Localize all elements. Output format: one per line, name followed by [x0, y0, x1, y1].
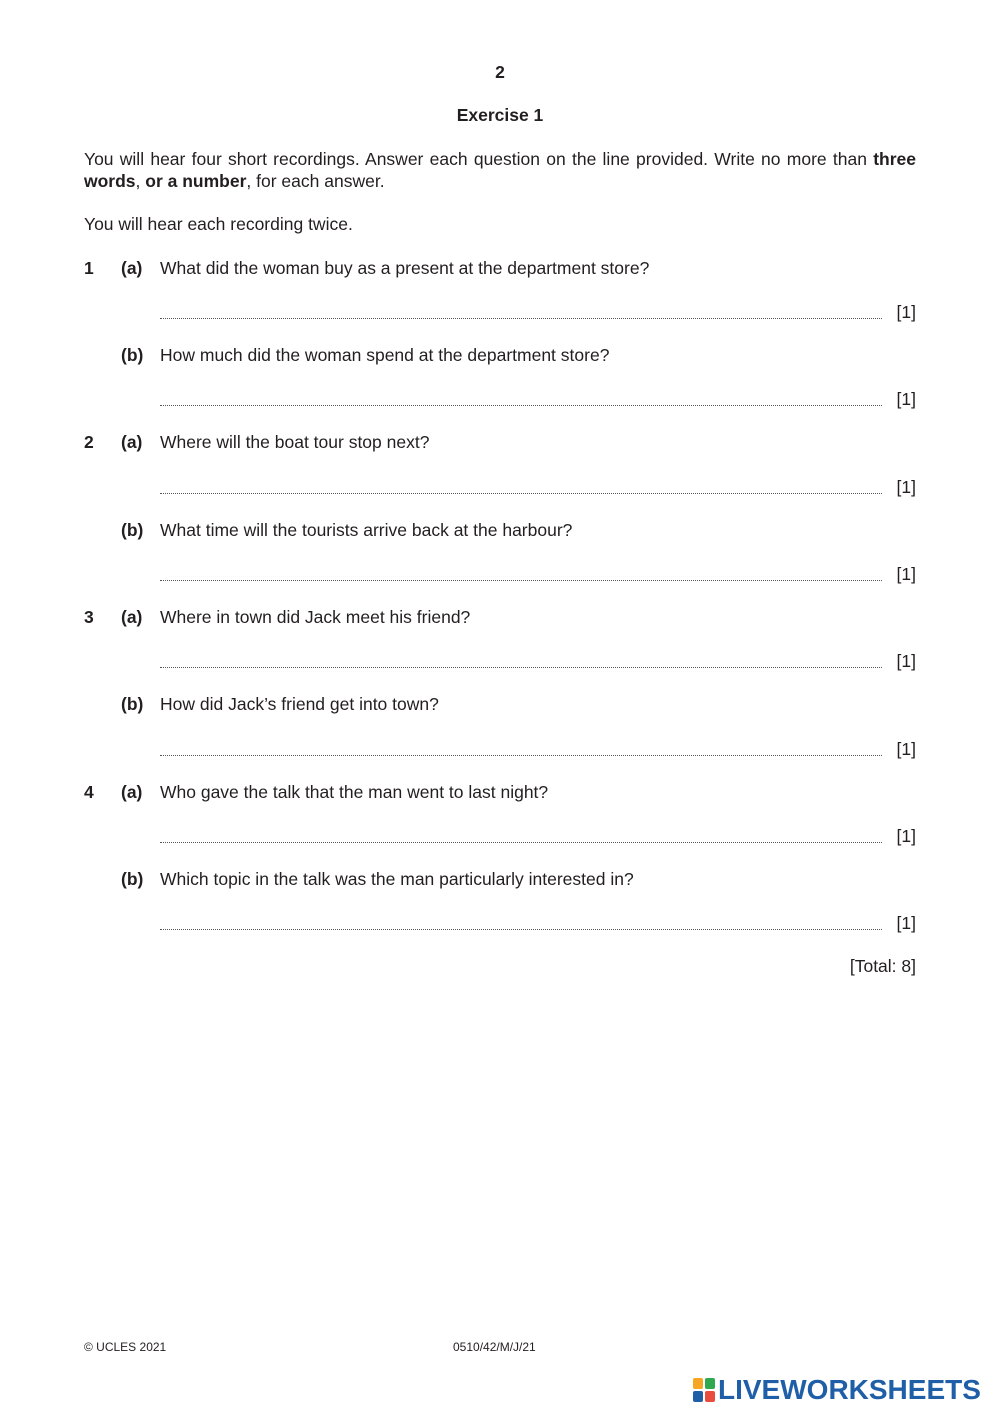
instructions-text-2: ,	[135, 171, 146, 191]
mark-label: [1]	[896, 913, 916, 933]
answer-input-4a[interactable]	[160, 826, 882, 846]
instructions	[84, 148, 916, 192]
answer-input-1b[interactable]	[160, 389, 882, 409]
answer-row-3a	[160, 651, 916, 673]
answer-input-1a[interactable]	[160, 302, 882, 322]
brand-text: LIVEWORKSHEETS	[718, 1374, 981, 1405]
mark-label: [1]	[896, 564, 916, 584]
question-text: Which topic in the talk was the man particularly interested in?	[160, 869, 634, 889]
question-4a	[84, 782, 916, 804]
question-2b	[84, 520, 916, 542]
question-3a	[84, 607, 916, 629]
logo-square-1	[693, 1378, 703, 1389]
answer-row-3b	[160, 739, 916, 761]
mark-label: [1]	[896, 651, 916, 671]
mark-label: [1]	[896, 389, 916, 409]
answer-input-3b[interactable]	[160, 739, 882, 759]
instructions-text-3: , for each answer.	[246, 171, 385, 191]
question-text: Who gave the talk that the man went to last night?	[160, 782, 549, 802]
answer-row-2a	[160, 477, 916, 499]
mark-label: [1]	[896, 826, 916, 846]
answer-input-2a[interactable]	[160, 477, 882, 497]
instructions-text-1: You will hear four short recordings. Answer each question on the line provided. Write no more than	[84, 149, 874, 169]
question-1b	[84, 345, 916, 367]
total-marks: [Total: 8]	[849, 956, 916, 976]
question-number: 1	[84, 258, 94, 278]
question-text: Where in town did Jack meet his friend?	[160, 607, 471, 627]
hear-twice-note: You will hear each recording twice.	[84, 214, 353, 234]
question-part-label: (b)	[121, 694, 144, 714]
answer-row-4a	[160, 826, 916, 848]
question-text: Where will the boat tour stop next?	[160, 432, 430, 452]
instructions-bold-2: or a number	[145, 171, 247, 191]
logo-square-2	[705, 1378, 715, 1389]
question-text: What time will the tourists arrive back at the harbour?	[160, 520, 573, 540]
question-number: 4	[84, 782, 94, 802]
mark-label: [1]	[896, 739, 916, 759]
question-text: How did Jack’s friend get into town?	[160, 694, 439, 714]
answer-input-3a[interactable]	[160, 651, 882, 671]
answer-row-2b	[160, 564, 916, 586]
answer-row-4b	[160, 913, 916, 935]
question-part-label: (b)	[121, 520, 144, 540]
question-text: What did the woman buy as a present at the department store?	[160, 258, 650, 278]
liveworksheets-logo-icon	[693, 1378, 715, 1402]
question-3b	[84, 694, 916, 716]
question-part-label: (b)	[121, 345, 144, 365]
question-part-label: (a)	[121, 432, 143, 452]
answer-input-4b[interactable]	[160, 913, 882, 933]
question-number: 2	[84, 432, 94, 452]
question-part-label: (a)	[121, 607, 143, 627]
exercise-title: Exercise 1	[456, 105, 544, 125]
question-1a	[84, 258, 916, 280]
logo-square-3	[693, 1391, 703, 1402]
answer-row-1b	[160, 389, 916, 411]
question-2a	[84, 432, 916, 454]
mark-label: [1]	[896, 302, 916, 322]
liveworksheets-brand[interactable]	[693, 1374, 981, 1406]
question-4b	[84, 869, 916, 891]
question-part-label: (b)	[121, 869, 144, 889]
answer-input-2b[interactable]	[160, 564, 882, 584]
footer-copyright: © UCLES 2021	[84, 1340, 167, 1354]
mark-label: [1]	[896, 477, 916, 497]
question-number: 3	[84, 607, 94, 627]
instructions-bold-1: three words	[84, 149, 916, 191]
answer-row-1a	[160, 302, 916, 324]
logo-square-4	[705, 1391, 715, 1402]
question-part-label: (a)	[121, 258, 143, 278]
question-part-label: (a)	[121, 782, 143, 802]
question-text: How much did the woman spend at the department store?	[160, 345, 610, 365]
page-number: 2	[495, 62, 505, 82]
footer-paper-code: 0510/42/M/J/21	[453, 1340, 536, 1354]
